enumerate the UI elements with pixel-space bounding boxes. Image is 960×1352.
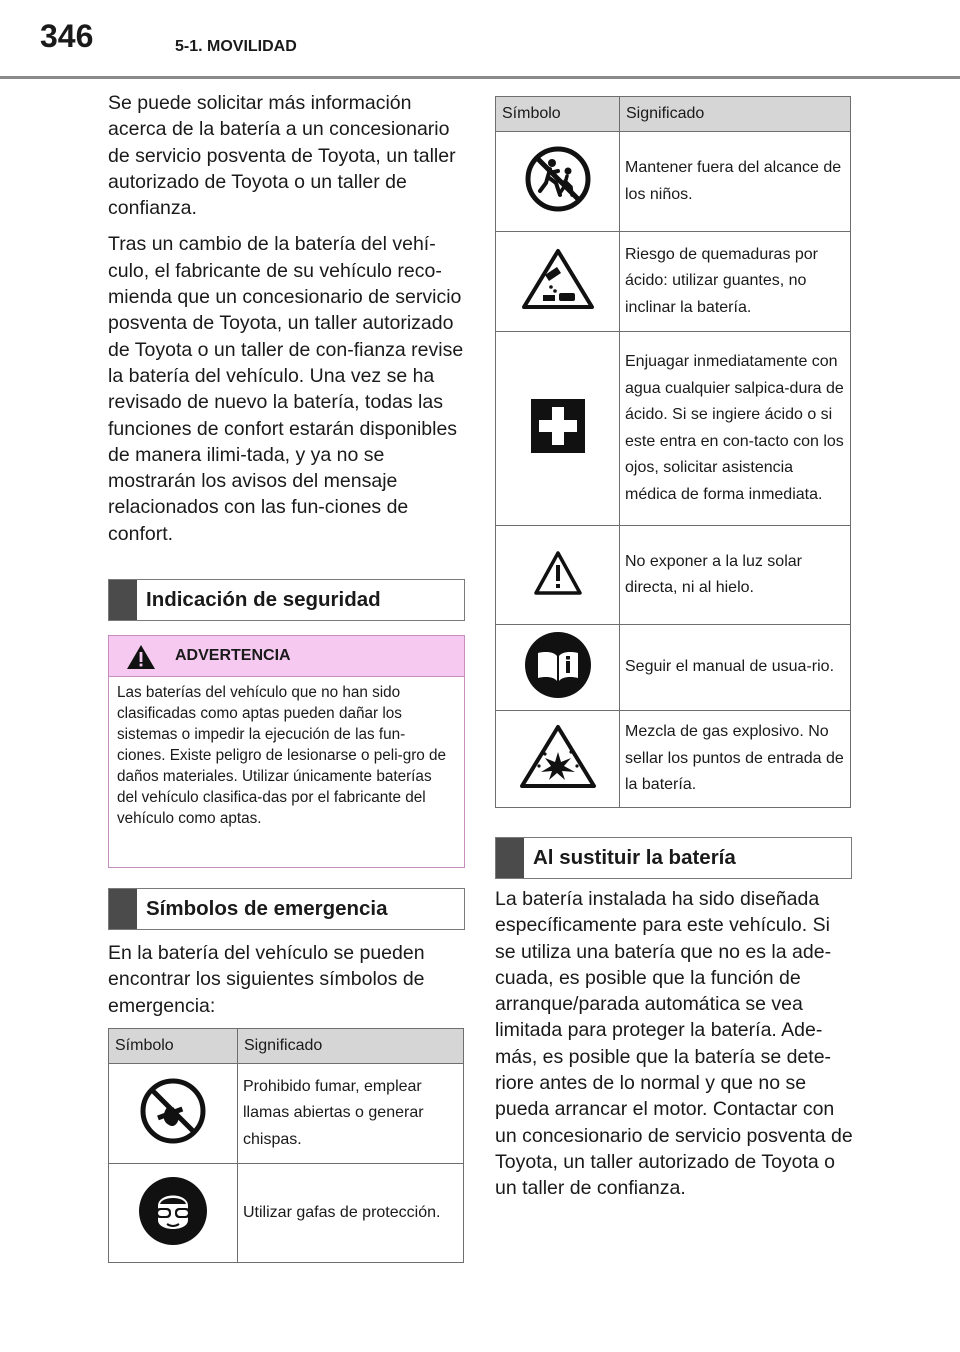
- symbol-cell: [109, 1164, 238, 1263]
- column-header-symbol: Símbolo: [109, 1029, 238, 1064]
- table-header-row: [496, 97, 851, 132]
- explosive-gas-icon: [519, 724, 597, 790]
- warning-header: [109, 636, 464, 677]
- symbol-cell: [496, 232, 620, 332]
- symbol-cell: [109, 1064, 238, 1164]
- section-heading-safety: [108, 579, 465, 621]
- section-bar: [496, 838, 524, 878]
- meaning-cell: Prohibido fumar, emplear llamas abiertas o generar chispas.: [238, 1064, 464, 1164]
- warning-triangle-icon: [126, 644, 156, 670]
- emergency-symbols-table-left: [108, 1028, 464, 1263]
- replace-paragraph-block: [495, 886, 855, 1212]
- section-heading-label: Símbolos de emergencia: [146, 897, 388, 920]
- section-heading-symbols: [108, 888, 465, 930]
- first-aid-cross-icon: [531, 399, 585, 453]
- column-header-symbol: Símbolo: [496, 97, 620, 132]
- running-header: 5-1. MOVILIDAD: [175, 38, 297, 55]
- section-heading-label: Indicación de seguridad: [146, 588, 381, 611]
- section-heading-label: Al sustituir la batería: [533, 846, 736, 869]
- section-bar: [109, 580, 137, 620]
- safety-goggles-icon: [138, 1176, 208, 1246]
- page-number: 346: [40, 18, 94, 54]
- meaning-cell: Riesgo de quemaduras por ácido: utilizar guantes, no inclinar la batería.: [620, 232, 851, 332]
- keep-away-children-icon: [524, 145, 592, 213]
- acid-burn-icon: [521, 247, 595, 311]
- manual-book-icon: [524, 631, 592, 699]
- table-row: [496, 711, 851, 808]
- table-row: [496, 332, 851, 526]
- meaning-cell: Seguir el manual de usua-rio.: [620, 625, 851, 711]
- meaning-cell: Utilizar gafas de protección.: [238, 1164, 464, 1263]
- column-header-meaning: Significado: [620, 97, 851, 132]
- meaning-cell: Enjuagar inmediatamente con agua cualquier salpica-dura de ácido. Si se ingiere ácido o si este entra en con-tacto con los ojos, solicitar asistencia médica de forma inmediata.: [620, 332, 851, 526]
- section-bar: [109, 889, 137, 929]
- table-header-row: [109, 1029, 464, 1064]
- warning-triangle-icon: [533, 550, 583, 596]
- warning-body: Las baterías del vehículo que no han sido clasificadas como aptas pueden dañar los sistemas o impedir la ejecución de las fun-ciones. Existe peligro de lesionarse o peli-gro de daños materiales. Utilizar únicamente baterías del vehículo clasifica-das por el fabricante del vehículo como aptas.: [117, 684, 447, 827]
- table-row: [109, 1164, 464, 1263]
- meaning-cell: Mezcla de gas explosivo. No sellar los puntos de entrada de la batería.: [620, 711, 851, 808]
- symbol-cell: [496, 332, 620, 526]
- table-row: [496, 625, 851, 711]
- left-column-text: [108, 90, 468, 557]
- section-heading-replace: [495, 837, 852, 879]
- emergency-symbols-table-right: [495, 96, 851, 808]
- no-smoking-fire-icon: [139, 1077, 207, 1145]
- symbols-intro: En la batería del vehículo se pueden encontrar los siguientes símbolos de emergencia:: [108, 942, 425, 1017]
- info-paragraph: Se puede solicitar más información acerca de la batería a un concesionario de servicio posventa de Toyota, un taller autorizado de Toyota o un taller de confianza.: [108, 92, 456, 220]
- symbol-cell: [496, 132, 620, 232]
- table-row: [496, 526, 851, 625]
- replace-paragraph: La batería instalada ha sido diseñada específicamente para este vehículo. Si se utiliza una batería que no es la ade-cuada, es posible que la función de arranque/parada automática se vea limitada para proteger la batería. Ade-más, es posible que la batería se dete-riore antes de lo normal y que no se pueda arrancar el motor. Contactar con un concesionario de servicio posventa de Toyota, un taller autorizado de Toyota o un taller de confianza.: [495, 888, 853, 1200]
- symbol-cell: [496, 625, 620, 711]
- table-row: [496, 232, 851, 332]
- symbol-cell: [496, 526, 620, 625]
- table-row: [109, 1064, 464, 1164]
- column-header-meaning: Significado: [238, 1029, 464, 1064]
- warning-box: [108, 635, 465, 868]
- header-divider: [0, 76, 960, 79]
- symbols-intro-block: [108, 940, 468, 1029]
- meaning-cell: No exponer a la luz solar directa, ni al hielo.: [620, 526, 851, 625]
- meaning-cell: Mantener fuera del alcance de los niños.: [620, 132, 851, 232]
- warning-title: ADVERTENCIA: [175, 647, 291, 664]
- battery-change-paragraph: Tras un cambio de la batería del vehí-culo, el fabricante de su vehículo reco-mienda que un concesionario de servicio posventa de Toyota, un taller autorizado de Toyota o un taller de con-fianza revise la batería del vehículo. Una vez se ha revisado de nuevo la batería, todas las funciones de confort estarán disponibles de manera ilimi-tada, y ya no se mostrarán los avisos del mensaje relacionados con las fun-ciones de confort.: [108, 233, 464, 545]
- symbol-cell: [496, 711, 620, 808]
- table-row: [496, 132, 851, 232]
